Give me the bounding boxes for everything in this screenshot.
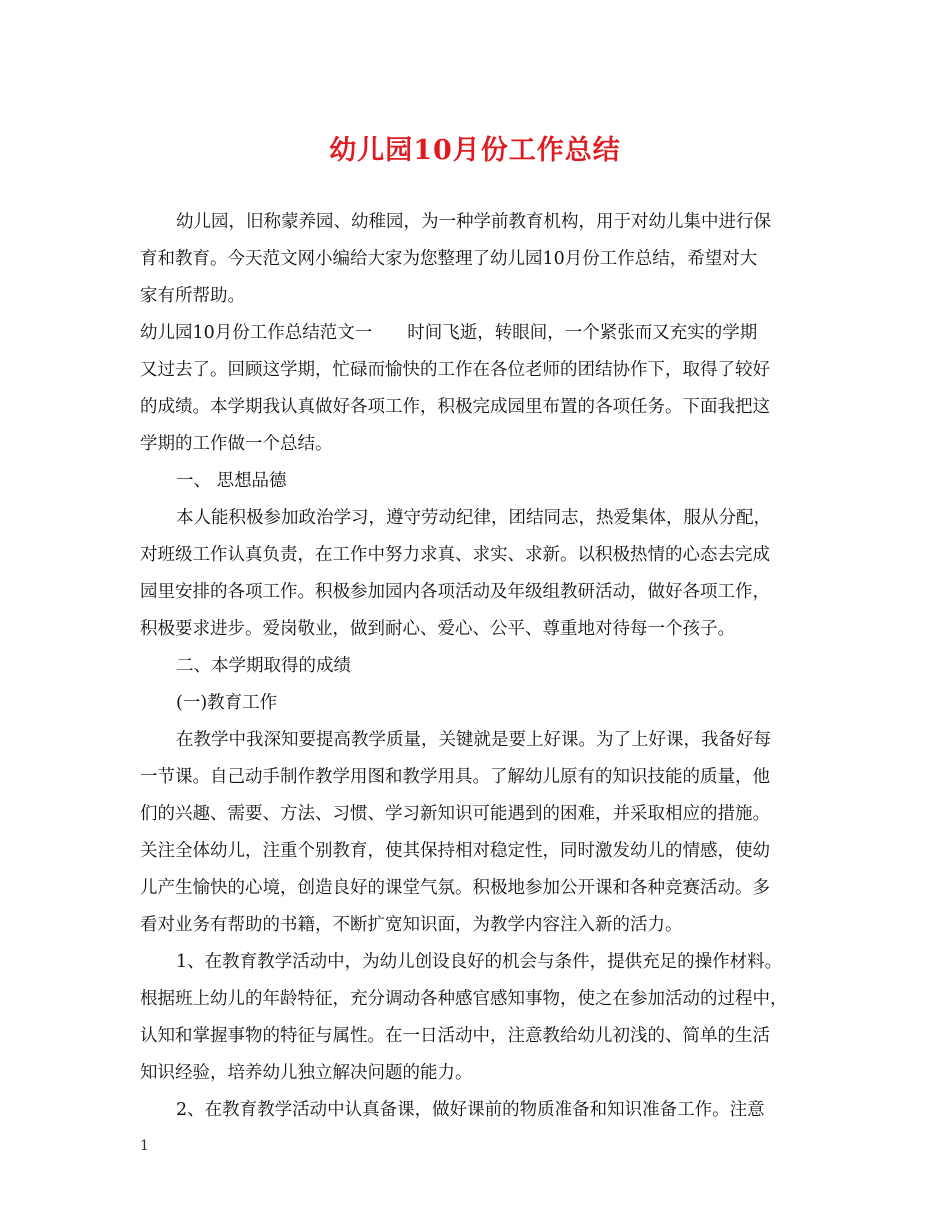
text-line: 育和教育。今天范文网小编给大家为您整理了幼儿园10月份工作总结，希望对大 <box>140 249 758 269</box>
text-line: 幼儿园，旧称蒙养园、幼稚园，为一种学前教育机构，用于对幼儿集中进行保 <box>176 212 771 232</box>
text-line: 关注全体幼儿，注重个别教育，使其保持相对稳定性，同时激发幼儿的情感，使幼 <box>140 841 770 861</box>
text-line: 本人能积极参加政治学习，遵守劳动纪律，团结同志，热爱集体，服从分配， <box>176 508 771 528</box>
text-line: 幼儿园10月份工作总结范文一 时间飞逝，转眼间，一个紧张而又充实的学期 <box>140 323 758 343</box>
text-line: 学期的工作做一个总结。 <box>140 434 333 454</box>
text-line: 一节课。自己动手制作教学用图和教学用具。了解幼儿原有的知识技能的质量，他 <box>140 767 770 787</box>
text-line: 看对业务有帮助的书籍，不断扩宽知识面，为教学内容注入新的活力。 <box>140 915 683 935</box>
text-line: 1、在教育教学活动中，为幼儿创设良好的机会与条件，提供充足的操作材料。 <box>176 952 783 972</box>
text-line: (一)教育工作 <box>176 693 278 713</box>
document-title: 幼儿园10月份工作总结 <box>329 135 621 166</box>
text-line: 儿产生愉快的心境，创造良好的课堂气氛。积极地参加公开课和各种竞赛活动。多 <box>140 878 770 898</box>
text-line: 在教学中我深知要提高教学质量，关键就是要上好课。为了上好课，我备好每 <box>176 730 771 750</box>
text-line: 知识经验，培养幼儿独立解决问题的能力。 <box>140 1063 473 1083</box>
text-line: 又过去了。回顾这学期，忙碌而愉快的工作在各位老师的团结协作下，取得了较好 <box>140 360 770 380</box>
text-line: 根据班上幼儿的年龄特征，充分调动各种感官感知事物，使之在参加活动的过程中， <box>140 989 788 1009</box>
text-line: 的成绩。本学期我认真做好各项工作，积极完成园里布置的各项任务。下面我把这 <box>140 397 770 417</box>
page-number: 1 <box>140 1138 149 1154</box>
document-body <box>140 204 830 1129</box>
text-line: 认知和掌握事物的特征与属性。在一日活动中，注意教给幼儿初浅的、简单的生活 <box>140 1026 770 1046</box>
text-line: 园里安排的各项工作。积极参加园内各项活动及年级组教研活动，做好各项工作， <box>140 582 770 602</box>
text-line: 们的兴趣、需要、方法、习惯、学习新知识可能遇到的困难，并采取相应的措施。 <box>140 804 770 824</box>
text-line: 积极要求进步。爱岗敬业，做到耐心、爱心、公平、尊重地对待每一个孩子。 <box>140 619 735 639</box>
text-line: 二、本学期取得的成绩 <box>176 656 351 676</box>
text-line: 一、 思想品德 <box>176 471 287 491</box>
text-line: 对班级工作认真负责，在工作中努力求真、求实、求新。以积极热情的心态去完成 <box>140 545 770 565</box>
text-line: 2、在教育教学活动中认真备课，做好课前的物质准备和知识准备工作。注意 <box>176 1100 765 1120</box>
text-line: 家有所帮助。 <box>140 286 245 306</box>
